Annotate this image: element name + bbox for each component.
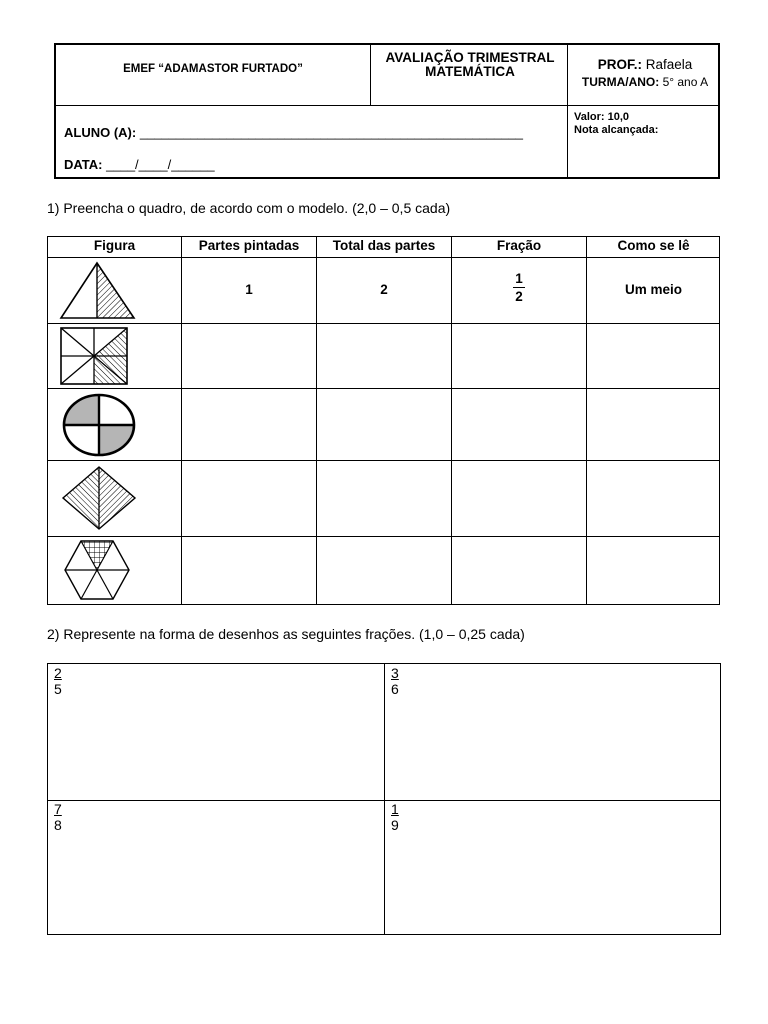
date-label: DATA: [64,157,103,172]
square-eighths-icon [49,324,139,388]
student-line[interactable]: _____________________________________________________ [139,125,524,140]
fraction-cell-3[interactable] [54,801,62,833]
example-fraction [452,270,586,305]
class-label: TURMA/ANO: [581,75,660,89]
student-field[interactable] [64,125,523,140]
header-figura: Figura [93,238,136,253]
divider [56,105,718,106]
student-label: ALUNO (A): [64,125,137,140]
grade-value: Valor: 10,0 [574,111,630,123]
fraction-cell-4[interactable] [391,801,399,833]
header-total-partes: Total das partes [332,238,436,253]
circle-quarters-icon [49,389,139,460]
evaluation-title-line1: AVALIAÇÃO TRIMESTRAL [385,50,555,65]
drawing-grid [47,663,721,935]
table-row-line [48,323,719,324]
table-row-line [48,536,719,537]
example-painted: 1 [245,282,253,297]
evaluation-title [372,51,568,79]
school-name: EMEF “ADAMASTOR FURTADO” [123,63,303,75]
fraction-denominator: 8 [54,817,62,833]
teacher-info [568,57,722,72]
class-info [568,75,722,89]
header-fracao: Fração [496,238,542,253]
fraction-table [47,236,720,605]
fraction-numerator: 3 [391,665,399,681]
evaluation-title-line2: MATEMÁTICA [425,64,515,79]
question-1-text: 1) Preencha o quadro, de acordo com o modelo. (2,0 – 0,5 cada) [47,200,451,216]
fraction-denominator: 9 [391,817,399,833]
grade-achieved: Nota alcançada: [574,124,659,136]
header-partes-pintadas: Partes pintadas [198,238,300,253]
header-box [54,43,720,179]
header-como-se-le: Como se lê [617,238,690,253]
table-row-line [48,460,719,461]
date-field[interactable] [64,157,215,172]
example-total: 2 [380,282,388,297]
example-numerator: 1 [515,271,523,286]
rhombus-half-icon [49,461,139,536]
question-2-text: 2) Represente na forma de desenhos as seguintes frações. (1,0 – 0,25 cada) [47,626,525,642]
table-row-line [48,388,719,389]
fraction-cell-2[interactable] [391,665,399,697]
divider [370,45,371,105]
teacher-name: Rafaela [645,57,693,72]
class-value: 5° ano A [662,75,709,89]
fraction-numerator: 2 [54,665,62,681]
triangle-half-icon [49,258,139,323]
fraction-numerator: 7 [54,801,62,817]
table-row-line [48,257,719,258]
fraction-denominator: 6 [391,681,399,697]
fraction-denominator: 5 [54,681,62,697]
teacher-label: PROF.: [597,57,642,72]
fraction-numerator: 1 [391,801,399,817]
example-reading: Um meio [624,282,682,297]
grid-column-line [384,664,385,934]
fraction-cell-1[interactable] [54,665,62,697]
example-denominator: 2 [515,289,523,304]
hexagon-sixths-icon [49,537,139,604]
date-line[interactable]: ____/____/______ [106,157,215,172]
grid-row-line [48,800,720,801]
